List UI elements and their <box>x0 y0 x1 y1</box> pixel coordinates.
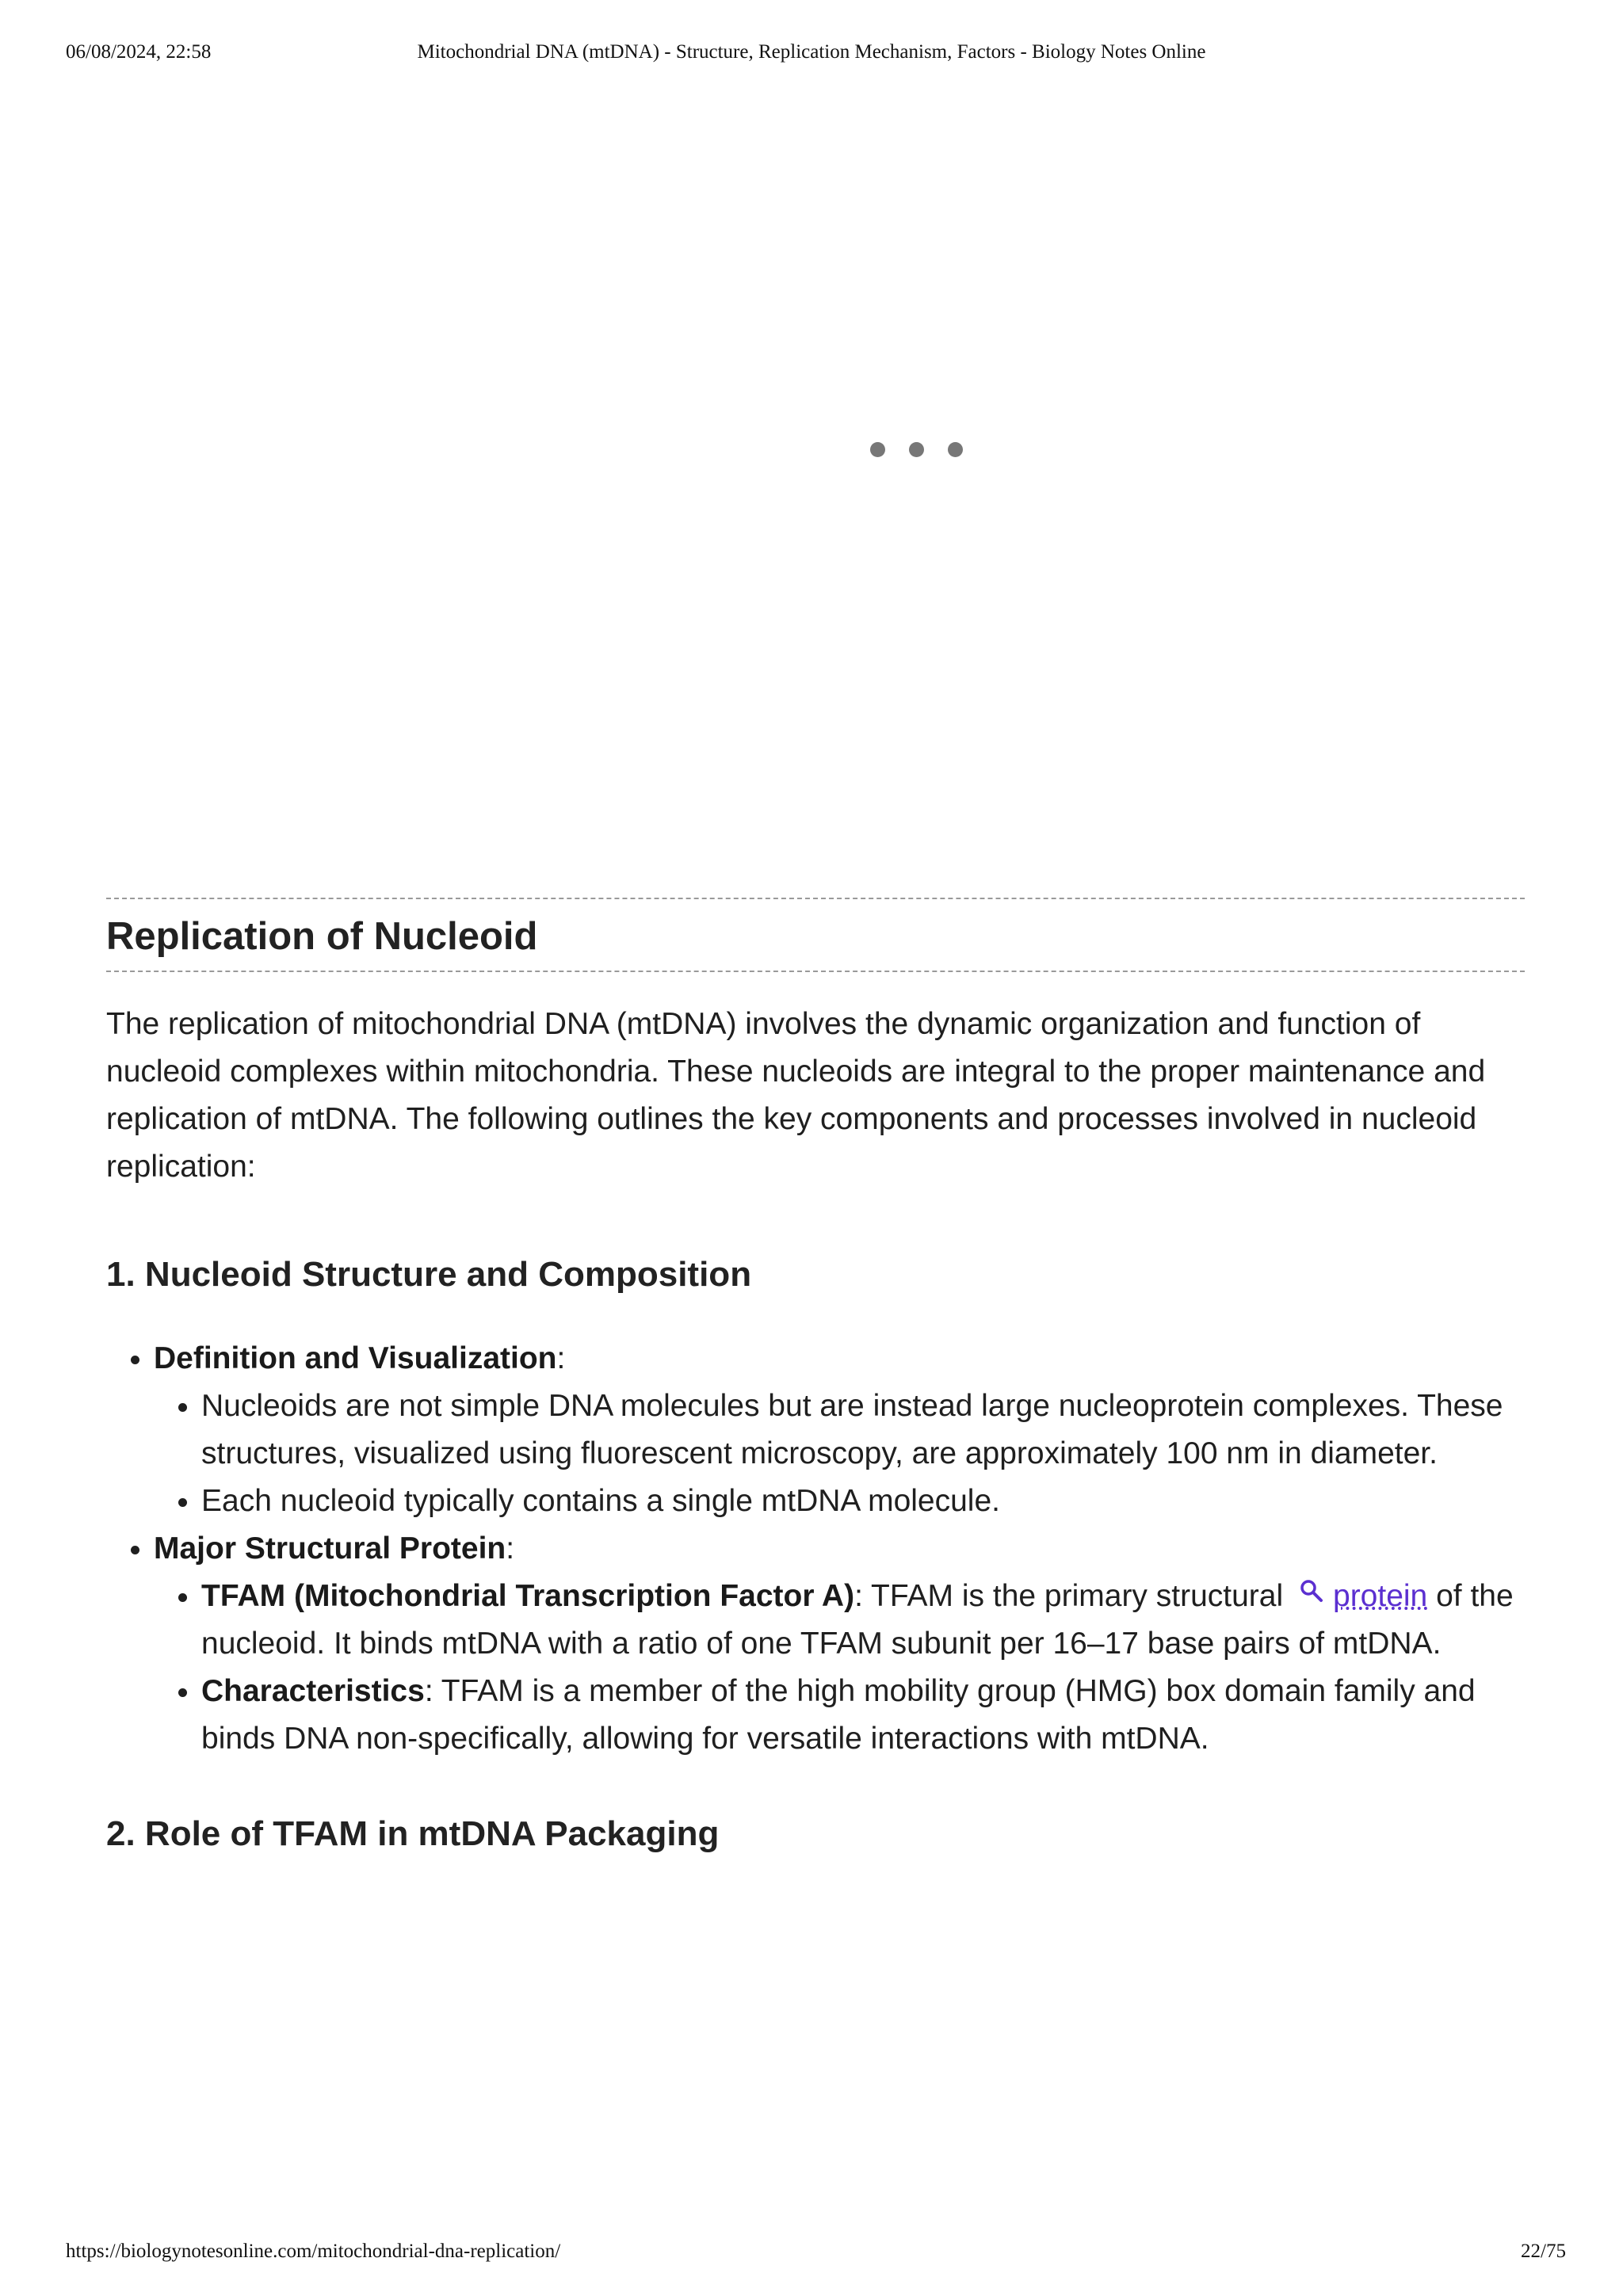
page-url: https://biologynotesonline.com/mitochondrial-dna-replication/ <box>66 2241 561 2262</box>
list-item <box>201 1668 1525 1763</box>
print-date: 06/08/2024, 22:58 <box>66 41 212 63</box>
list-item: • Nucleoids are not simple DNA molecules but are instead large nucleoprotein complexes. These structures, visualized using fluorescent microscopy, are approximately 100 nm in diameter. <box>201 1383 1525 1478</box>
page-number: 22/75 <box>1521 2241 1566 2262</box>
characteristics-label: Characteristics <box>201 1674 425 1708</box>
list-item: • Each nucleoid typically contains a single mtDNA molecule. <box>201 1478 1525 1525</box>
list-item: • Definition and Visualization: • Nucleoids are not simple DNA molecules but are instead large nucleoprotein complexes. These structures, visualized using fluorescent microscopy, are approximately 100 nm in diameter. • Each nucleoid typically contains a single mtDNA molecule. <box>154 1335 1525 1525</box>
sub-list <box>154 1383 1525 1525</box>
characteristics-text: : TFAM is a member of the high mobility group (HMG) box domain family and binds DNA non-specifically, allowing for versatile interactions with mtDNA. <box>201 1674 1476 1756</box>
print-footer <box>0 2241 1623 2272</box>
loading-dot <box>909 442 924 457</box>
item-label: Definition and Visualization <box>154 1341 557 1375</box>
magnifier-icon <box>1300 1579 1323 1603</box>
tfam-text: : TFAM is the primary structural <box>854 1579 1284 1613</box>
ad-placeholder <box>106 95 1525 808</box>
article-content <box>106 898 1525 1928</box>
list-item: • Major Structural Protein: • TFAM (Mitochondrial Transcription Factor A): TFAM is the primary structural protein of the nucleoid. It binds mtDNA with a ratio of one TFAM subunit per 16–17 base pairs of mtDNA. • Characteristics: TFAM is a member of the high mobility group (HMG) box domain family and binds DNA non-specifically, allowing for versatile interactions with mtDNA. <box>154 1525 1525 1763</box>
list-item <box>201 1573 1525 1668</box>
subsection-heading-2: 2. Role of TFAM in mtDNA Packaging <box>106 1814 720 1853</box>
tfam-label: TFAM (Mitochondrial Transcription Factor A) <box>201 1579 855 1613</box>
protein-link[interactable]: protein <box>1333 1579 1428 1613</box>
subsection-heading: 1. Nucleoid Structure and Composition <box>106 1255 752 1294</box>
item-label: Major Structural Protein <box>154 1531 506 1566</box>
structure-list <box>106 1335 1525 1763</box>
intro-paragraph: The replication of mitochondrial DNA (mtDNA) involves the dynamic organization and function of nucleoid complexes within mitochondria. These nucleoids are integral to the proper maintenance and replication of mtDNA. The following outlines the key components and processes involved in nucleoid replication: <box>106 1007 1486 1184</box>
loading-dots-icon <box>870 441 965 458</box>
section-title: Replication of Nucleoid <box>106 898 1525 972</box>
print-page-title: Mitochondrial DNA (mtDNA) - Structure, Replication Mechanism, Factors - Biology Notes Online <box>417 41 1206 63</box>
sub-list <box>154 1573 1525 1763</box>
tfam-text-after: of the nucleoid. It binds mtDNA with a ratio of one TFAM subunit per 16–17 base pairs of mtDNA. <box>201 1579 1514 1661</box>
print-header <box>0 41 1623 73</box>
loading-dot <box>948 442 963 457</box>
loading-dot <box>870 442 885 457</box>
